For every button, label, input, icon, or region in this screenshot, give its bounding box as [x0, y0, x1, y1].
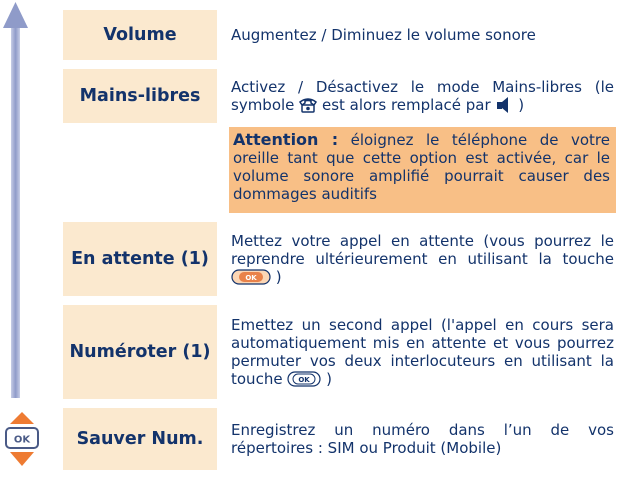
description-text-part1: Mettez votre appel en attente (vous pourrez le reprendre ultérieurement en utilisant la touche: [231, 232, 614, 268]
warning-title: Attention :: [233, 130, 339, 149]
row-en-attente: [63, 222, 616, 296]
row-warning: [63, 127, 616, 213]
speaker-icon: [495, 97, 513, 113]
ok-control-label: OK: [13, 434, 31, 446]
row-mains-libres: [63, 69, 616, 123]
telephone-icon: [299, 97, 317, 113]
description-text: Augmentez / Diminuez le volume sonore: [231, 26, 536, 44]
ok-key-icon: [231, 269, 271, 285]
menu-label-en-attente: [63, 222, 217, 296]
label-text: Sauver Num.: [76, 429, 204, 449]
row-volume: [63, 10, 616, 60]
label-text: Numéroter (1): [69, 342, 211, 362]
description-text-part1: Activez / Désactivez le mode Mains-libres (le symbole: [231, 78, 614, 114]
scroll-up-arrow-icon: [0, 0, 36, 400]
menu-label-numeroter: [63, 305, 217, 399]
description-text: Enregistrez un numéro dans l’un de vos répertoires : SIM ou Produit (Mobile): [231, 421, 614, 457]
ok-navigation-key-icon: [3, 410, 41, 470]
label-text: En attente (1): [71, 249, 209, 269]
menu-label-sauver-num: [63, 408, 217, 470]
description-text-part1: Emettez un second appel (l'appel en cours sera automatiquement mis en attente et vous pourrez permuter vos deux interlocuteurs en utilisant la touche: [231, 316, 614, 388]
menu-label-volume: [63, 10, 217, 60]
menu-label-mains-libres: [63, 69, 217, 123]
description-mains-libres: [229, 69, 616, 123]
ok-key-icon: [287, 371, 321, 387]
description-numeroter: [229, 305, 616, 399]
description-text-part3: ): [518, 96, 525, 114]
label-text: Mains-libres: [79, 86, 201, 106]
description-volume: [229, 10, 616, 60]
row-sauver-num: [63, 408, 616, 470]
description-sauver-num: [229, 408, 616, 470]
warning-text: éloignez le téléphone de votre oreille tant que cette option est activée, car le volume sonore amplifié pourrait causer des dommages auditifs: [233, 131, 610, 203]
warning-box: [229, 127, 616, 213]
description-text-part2: ): [326, 370, 332, 388]
ok-key-label: OK: [245, 274, 257, 282]
description-text-part2: est alors remplacé par: [321, 96, 491, 114]
description-en-attente: [229, 222, 616, 296]
row-numeroter: [63, 305, 616, 399]
description-text-part2: ): [275, 268, 282, 286]
label-text: Volume: [103, 25, 177, 45]
ok-key-label: OK: [298, 376, 311, 384]
